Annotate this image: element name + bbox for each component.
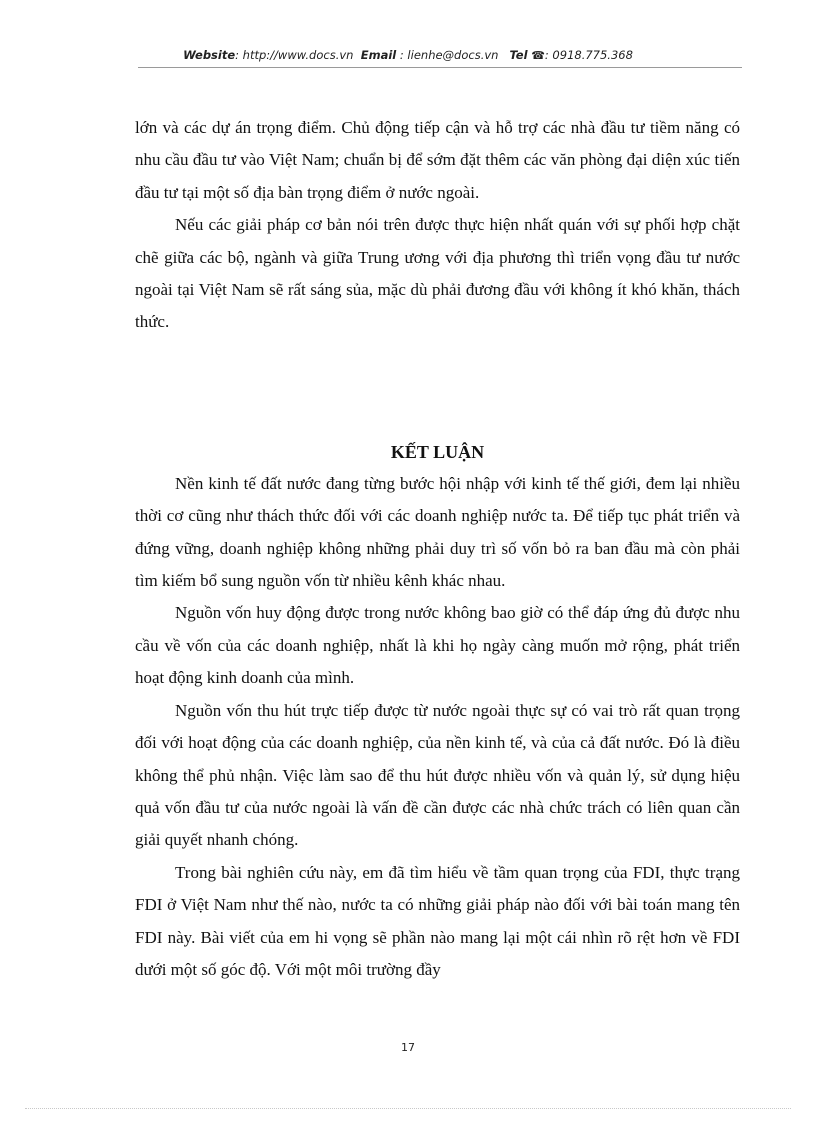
paragraph: Nguồn vốn thu hút trực tiếp được từ nước ngoài thực sự có vai trò rất quan trọng đối với hoạt động của các doanh nghiệp, của nền kinh tế, và của cả đất nước. Đó là điều không thể phủ nhận. Việc làm sao để thu hút được nhiều vốn và quản lý, sử dụng hiệu quả vốn đầu tư của nước ngoài là vấn đề cần được các nhà chức trách có liên quan cần giải quyết nhanh chóng. [135,700,740,850]
footer-divider [25,1108,791,1109]
website-label: Website [183,48,236,62]
header-divider [138,67,742,68]
paragraph: Nếu các giải pháp cơ bản nói trên được thực hiện nhất quán với sự phối hợp chặt chẽ giữa các bộ, ngành và giữa Trung ương với địa phương thì triển vọng đầu tư nước ngoài tại Việt Nam sẽ rất sáng sủa, mặc dù phải đương đầu với không ít khó khăn, thách thức. [135,215,740,332]
paragraph: Nền kinh tế đất nước đang từng bước hội nhập với kinh tế thế giới, đem lại nhiều thời cơ cũng như thách thức đối với các doanh nghiệp nước ta. Để tiếp tục phát triển và đứng vững, doanh nghiệp không những phải duy trì số vốn bỏ ra ban đầu mà còn phải tìm kiếm bổ sung nguồn vốn từ nhiều kênh khác nhau. [135,473,740,591]
paragraph: Nguồn vốn huy động được trong nước không bao giờ có thể đáp ứng đủ được nhu cầu về vốn của các doanh nghiệp, nhất là khi họ ngày càng muốn mở rộng, phát triển hoạt động kinh doanh của mình. [135,603,740,688]
document-body [135,112,740,986]
tel-value: : 0918.775.368 [544,48,633,62]
website-value: : http://www.docs.vn [235,48,354,62]
paragraph: lớn và các dự án trọng điểm. Chủ động tiếp cận và hỗ trợ các nhà đầu tư tiềm năng có nhu cầu đầu tư vào Việt Nam; chuẩn bị để sớm đặt thêm các văn phòng đại diện xúc tiến đầu tư tại một số địa bàn trọng điểm ở nước ngoài. [135,118,740,202]
paragraph: Trong bài nghiên cứu này, em đã tìm hiểu về tầm quan trọng của FDI, thực trạng FDI ở Việt Nam như thế nào, nước ta có những giải pháp nào đối với bài toán mang tên FDI này. Bài viết của em hi vọng sẽ phần nào mang lại một cái nhìn rõ rệt hơn về FDI dưới một số góc độ. Với một môi trường đầy [135,862,740,979]
email-label: Email [360,48,397,62]
telephone-icon: ☎ [531,49,545,62]
email-value: : lienhe@docs.vn [399,48,499,62]
section-spacer [135,339,740,436]
section-heading: KẾT LUẬN [390,441,485,462]
page-number: 17 [401,1041,415,1054]
tel-label: Tel [509,48,528,62]
page-header [0,48,816,62]
